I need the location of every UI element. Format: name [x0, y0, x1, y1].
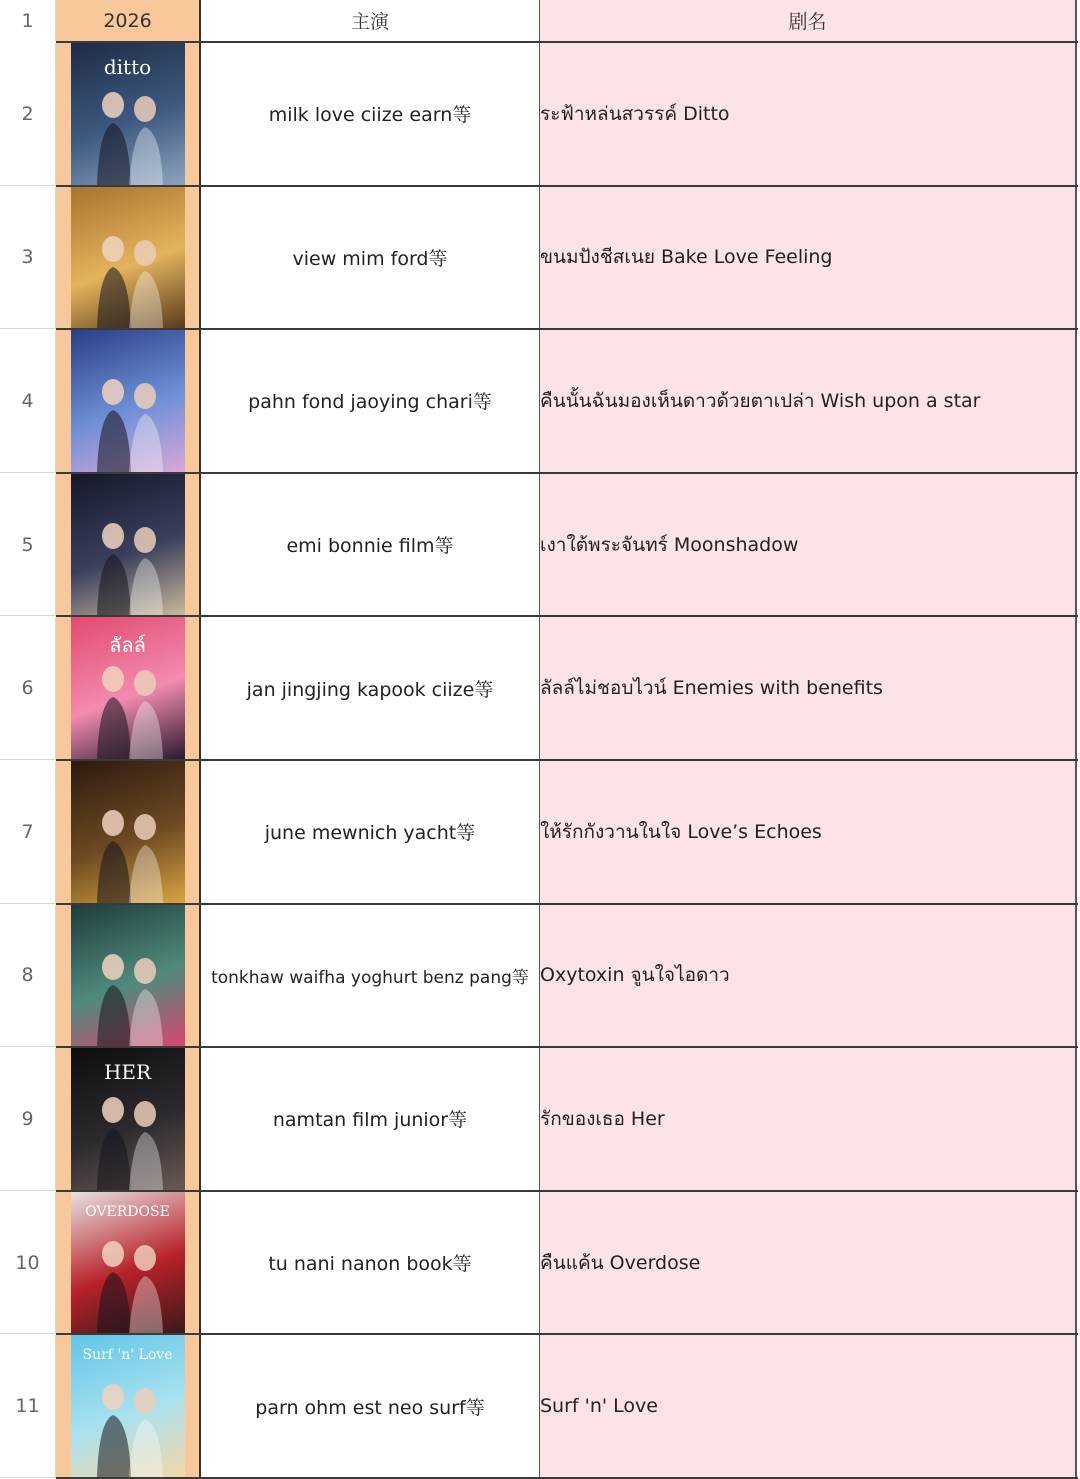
- table-row: [0, 1335, 1080, 1477]
- poster-image: [71, 761, 185, 903]
- poster-figures: [71, 761, 185, 903]
- cast-cell[interactable]: tu nani nanon book等: [199, 1192, 540, 1334]
- table-row: [0, 330, 1080, 472]
- table-row: [0, 1192, 1080, 1334]
- title-cell[interactable]: ระฟ้าหล่นสวรรค์ Ditto: [540, 43, 1077, 185]
- row-number-divider: [0, 1333, 56, 1334]
- row-number-divider: [0, 759, 56, 760]
- row-number-divider: [0, 1477, 56, 1478]
- table-row: [0, 474, 1080, 616]
- row-number[interactable]: 9: [0, 1048, 56, 1190]
- poster-image: [71, 1335, 185, 1477]
- poster-cell[interactable]: [56, 617, 199, 759]
- cast-header-cell[interactable]: 主演: [199, 0, 540, 41]
- row-number[interactable]: 11: [0, 1335, 56, 1477]
- row-number[interactable]: 10: [0, 1192, 56, 1334]
- header-row: [0, 0, 1080, 41]
- row-number[interactable]: 7: [0, 761, 56, 903]
- row-number[interactable]: 3: [0, 187, 56, 329]
- title-cell[interactable]: Surf 'n' Love: [540, 1335, 1077, 1477]
- row-number[interactable]: 4: [0, 330, 56, 472]
- poster-cell[interactable]: [56, 330, 199, 472]
- poster-image: [71, 1192, 185, 1334]
- year-header-cell[interactable]: 2026: [56, 0, 199, 41]
- poster-title-text: ditto: [103, 55, 152, 79]
- poster-title-text: HER: [103, 1060, 152, 1085]
- poster-title-text: Surf 'n' Love: [82, 1347, 173, 1364]
- row-number-divider: [0, 903, 56, 904]
- poster-cell[interactable]: [56, 43, 199, 185]
- title-cell[interactable]: คืนนั้นฉันมองเห็นดาวด้วยตาเปล่า Wish upon a star: [540, 330, 1077, 472]
- poster-image: [71, 43, 185, 185]
- title-cell[interactable]: รักของเธอ Her: [540, 1048, 1077, 1190]
- poster-figures: [71, 330, 185, 472]
- row-number-divider: [0, 472, 56, 473]
- cast-cell[interactable]: milk love ciize earn等: [199, 43, 540, 185]
- cast-cell[interactable]: parn ohm est neo surf等: [199, 1335, 540, 1477]
- title-cell[interactable]: เงาใต้พระจันทร์ Moonshadow: [540, 474, 1077, 616]
- poster-image: [71, 617, 185, 759]
- table-row: [0, 187, 1080, 329]
- poster-figures: [71, 187, 185, 329]
- row-number-divider: [0, 328, 56, 329]
- poster-cell[interactable]: [56, 474, 199, 616]
- poster-image: [71, 905, 185, 1047]
- poster-cell[interactable]: [56, 905, 199, 1047]
- poster-cell[interactable]: [56, 761, 199, 903]
- cast-cell[interactable]: tonkhaw waifha yoghurt benz pang等: [199, 905, 540, 1047]
- table-row: [0, 1048, 1080, 1190]
- poster-cell[interactable]: [56, 1335, 199, 1477]
- row-number-divider: [0, 1190, 56, 1191]
- title-cell[interactable]: Oxytoxin จูนใจไอดาว: [540, 905, 1077, 1047]
- title-cell[interactable]: ให้รักกังวานในใจ Love’s Echoes: [540, 761, 1077, 903]
- poster-image: [71, 330, 185, 472]
- cast-cell[interactable]: jan jingjing kapook ciize等: [199, 617, 540, 759]
- row-number-divider: [0, 185, 56, 186]
- table-row: [0, 43, 1080, 185]
- poster-cell[interactable]: [56, 1048, 199, 1190]
- title-cell[interactable]: ลัลล์ไม่ชอบไวน์ Enemies with benefits: [540, 617, 1077, 759]
- row-number[interactable]: 5: [0, 474, 56, 616]
- cast-cell[interactable]: pahn fond jaoying chari等: [199, 330, 540, 472]
- title-cell[interactable]: ขนมปังชีสเนย Bake Love Feeling: [540, 187, 1077, 329]
- poster-title-text: ลัลล์: [109, 633, 146, 658]
- title-cell[interactable]: คืนแค้น Overdose: [540, 1192, 1077, 1334]
- poster-figures: [71, 474, 185, 616]
- table-row: [0, 761, 1080, 903]
- cast-cell[interactable]: june mewnich yacht等: [199, 761, 540, 903]
- poster-cell[interactable]: [56, 1192, 199, 1334]
- row-number-divider: [0, 615, 56, 616]
- poster-image: [71, 474, 185, 616]
- table-row: [0, 617, 1080, 759]
- table-row: [0, 905, 1080, 1047]
- poster-figures: [71, 905, 185, 1047]
- poster-cell[interactable]: [56, 187, 199, 329]
- poster-image: [71, 1048, 185, 1190]
- poster-title-text: OVERDOSE: [85, 1203, 170, 1220]
- cast-cell[interactable]: namtan film junior等: [199, 1048, 540, 1190]
- row-number-divider: [0, 1046, 56, 1047]
- poster-image: [71, 187, 185, 329]
- row-number[interactable]: 6: [0, 617, 56, 759]
- cast-cell[interactable]: emi bonnie film等: [199, 474, 540, 616]
- row-number[interactable]: 2: [0, 43, 56, 185]
- title-header-cell[interactable]: 剧名: [540, 0, 1077, 41]
- row-number[interactable]: 1: [0, 0, 56, 41]
- cast-cell[interactable]: view mim ford等: [199, 187, 540, 329]
- row-number[interactable]: 8: [0, 905, 56, 1047]
